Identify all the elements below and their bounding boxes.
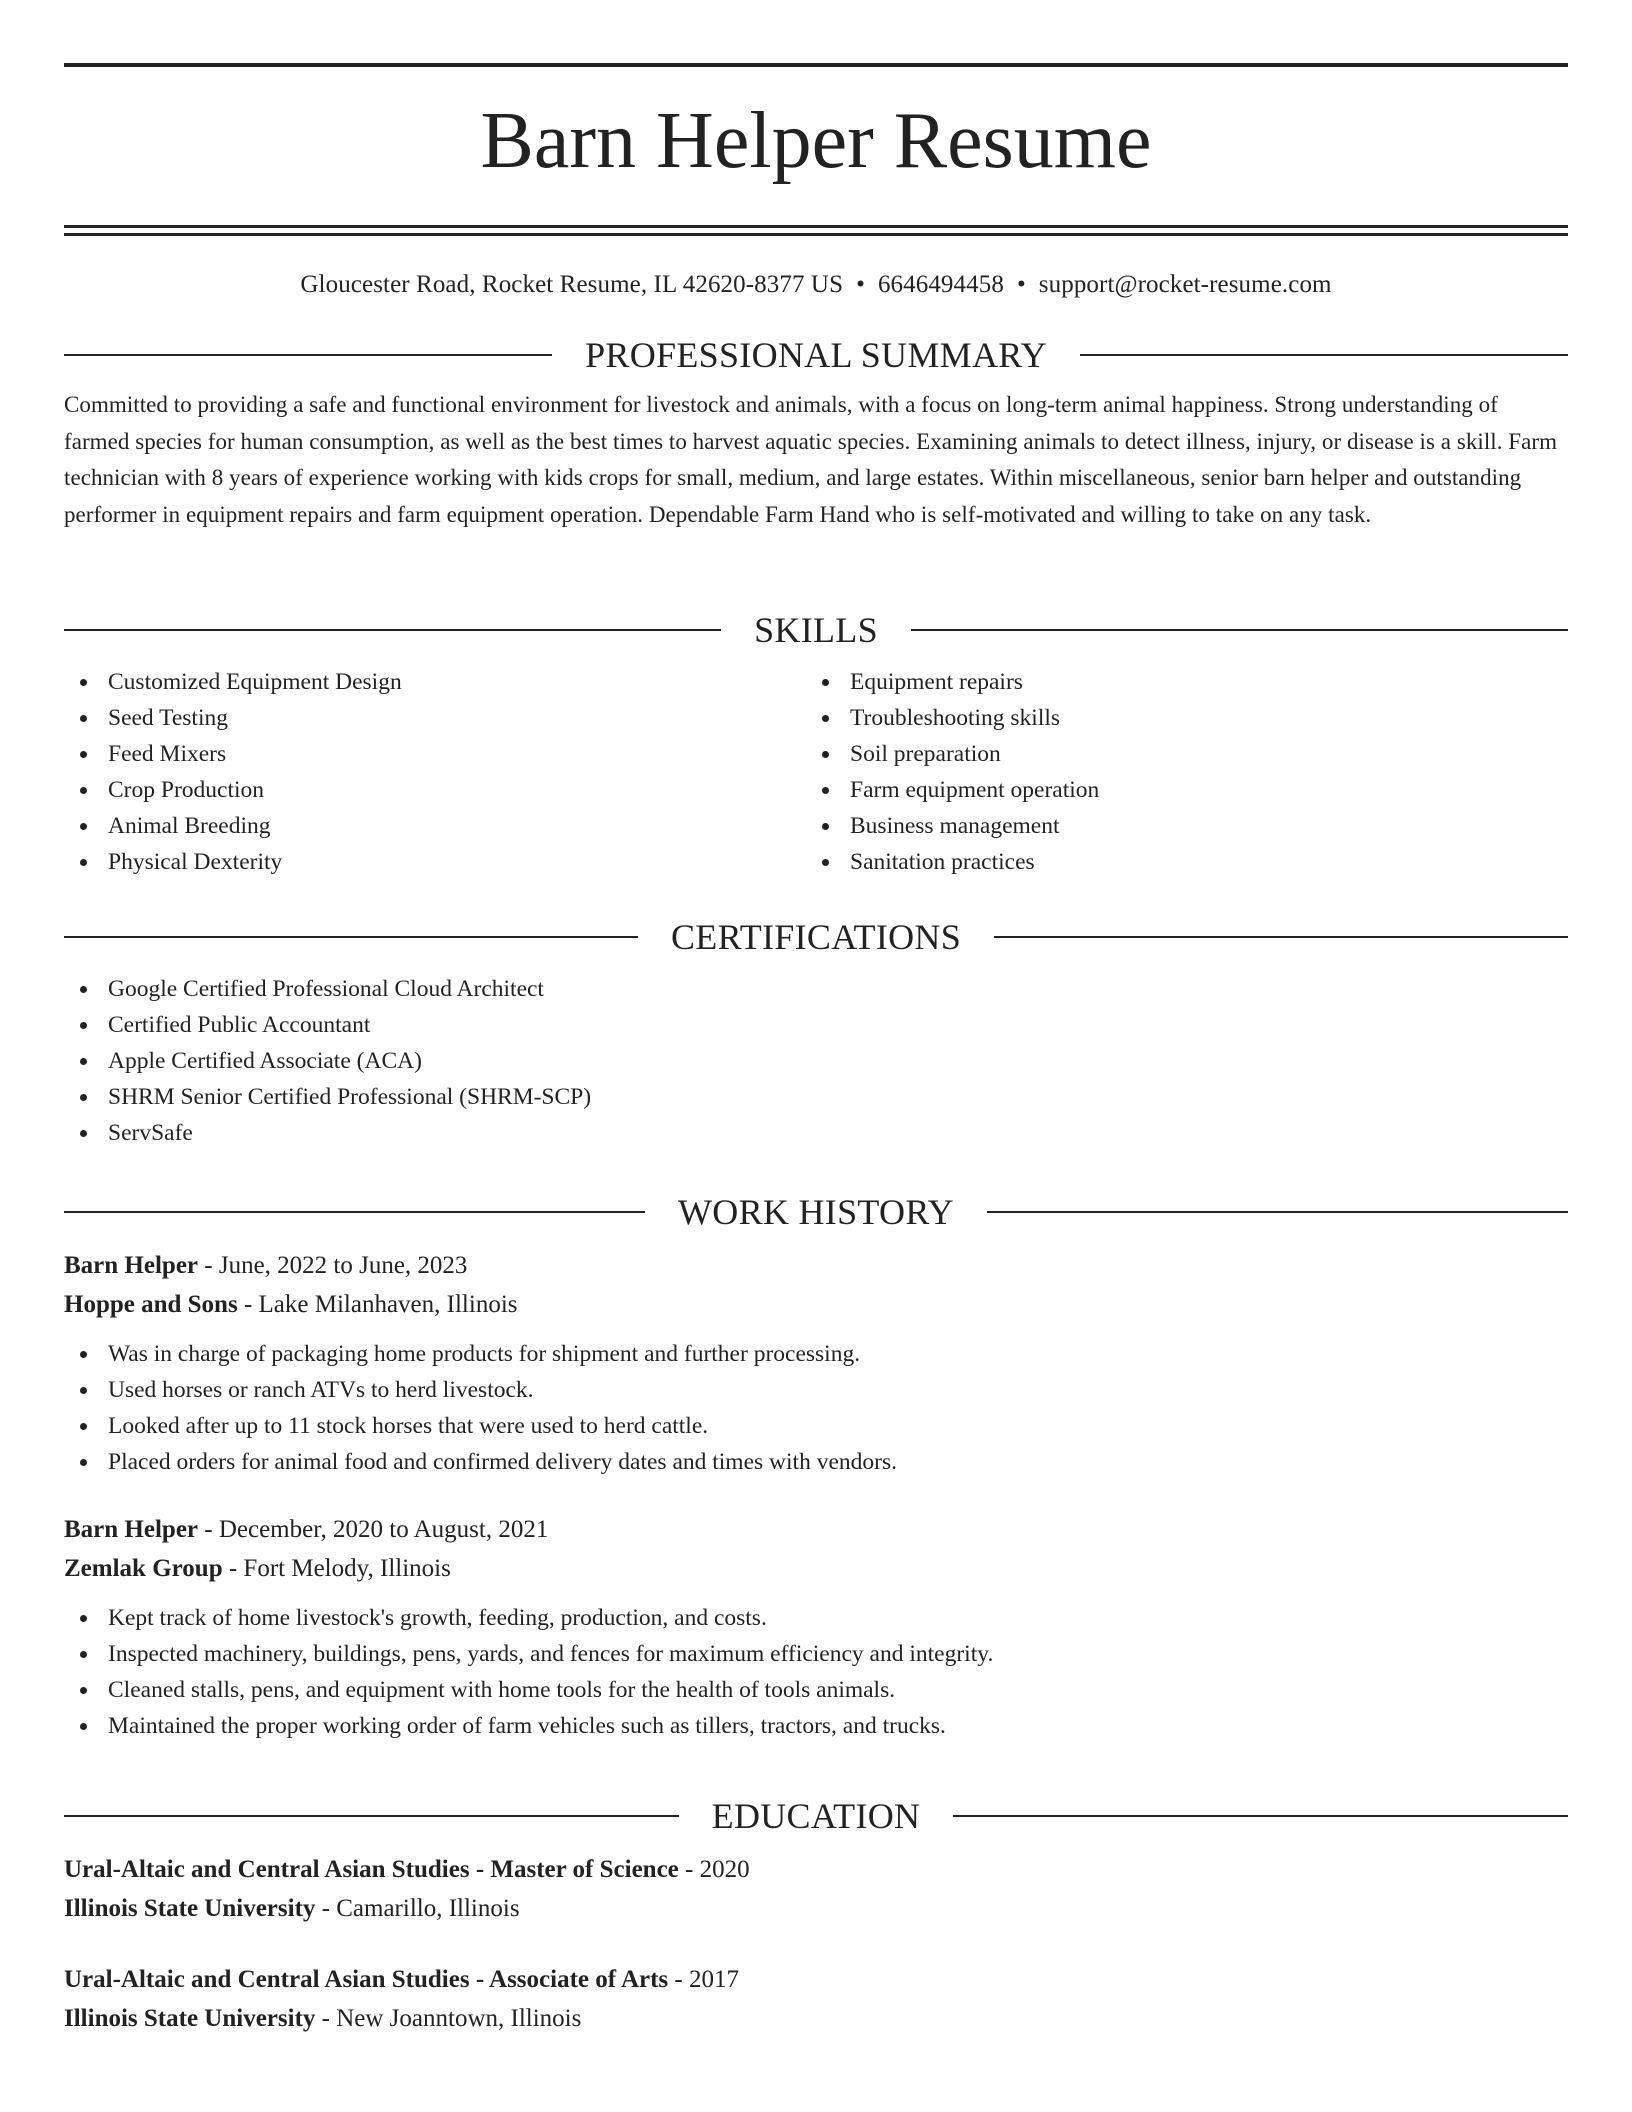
education-school-line	[64, 1889, 1568, 1928]
job-title: Barn Helper	[64, 1516, 199, 1543]
heading-rule-left	[64, 936, 638, 938]
heading-rule-left	[64, 1815, 679, 1817]
heading-rule-right	[1080, 354, 1568, 356]
skill-item: Soil preparation	[806, 736, 1548, 772]
summary-section	[64, 333, 1568, 533]
job-dates: - June, 2022 to June, 2023	[198, 1252, 468, 1279]
education-entry	[64, 1850, 1568, 1928]
job-dates: - December, 2020 to August, 2021	[198, 1516, 549, 1543]
certifications-heading-label: CERTIFICATIONS	[670, 917, 962, 957]
job-duty: Cleaned stalls, pens, and equipment with home tools for the health of tools animals.	[64, 1672, 1568, 1708]
contact-address: Gloucester Road, Rocket Resume, IL 42620-8377 US	[300, 271, 844, 298]
job-duty: Was in charge of packaging home products for shipment and further processing.	[64, 1336, 1568, 1372]
job-duty: Inspected machinery, buildings, pens, yards, and fences for maximum efficiency and integrity.	[64, 1636, 1568, 1672]
job-duty: Maintained the proper working order of farm vehicles such as tillers, tractors, and trucks.	[64, 1708, 1568, 1744]
job-company-line	[64, 1549, 1568, 1588]
skill-item: Physical Dexterity	[64, 844, 806, 880]
education-degree: Ural-Altaic and Central Asian Studies - Associate of Arts	[64, 1966, 669, 1993]
skill-item: Feed Mixers	[64, 736, 806, 772]
skill-item: Seed Testing	[64, 700, 806, 736]
certification-item: ServSafe	[64, 1115, 1568, 1151]
heading-rule-left	[64, 1211, 645, 1213]
skill-item: Customized Equipment Design	[64, 664, 806, 700]
job-title: Barn Helper	[64, 1252, 199, 1279]
job-duty: Placed orders for animal food and confirmed delivery dates and times with vendors.	[64, 1444, 1568, 1480]
job-duties-list	[64, 1336, 1568, 1480]
skill-item: Crop Production	[64, 772, 806, 808]
certification-item: Apple Certified Associate (ACA)	[64, 1043, 1568, 1079]
skill-item: Equipment repairs	[806, 664, 1548, 700]
skills-heading	[64, 608, 1568, 652]
skill-item: Sanitation practices	[806, 844, 1548, 880]
skill-item: Farm equipment operation	[806, 772, 1548, 808]
work-history-heading-label: WORK HISTORY	[678, 1192, 954, 1232]
job-duties-list	[64, 1600, 1568, 1744]
heading-rule-right	[911, 629, 1568, 631]
header-top-rule	[64, 63, 1568, 67]
job-title-line	[64, 1246, 1568, 1285]
skills-grid	[64, 664, 1568, 880]
summary-heading-label: PROFESSIONAL SUMMARY	[585, 335, 1047, 375]
job-entry	[64, 1246, 1568, 1480]
job-location: - Lake Milanhaven, Illinois	[237, 1291, 518, 1318]
certification-item: SHRM Senior Certified Professional (SHRM-SCP)	[64, 1079, 1568, 1115]
heading-rule-right	[994, 936, 1568, 938]
job-title-line	[64, 1510, 1568, 1549]
skill-item: Animal Breeding	[64, 808, 806, 844]
job-duty: Used horses or ranch ATVs to herd livestock.	[64, 1372, 1568, 1408]
education-heading	[64, 1794, 1568, 1838]
heading-rule-right	[953, 1815, 1568, 1817]
job-entry	[64, 1510, 1568, 1744]
education-degree-line	[64, 1850, 1568, 1889]
contact-separator: •	[856, 271, 865, 298]
contact-email: support@rocket-resume.com	[1038, 271, 1332, 298]
summary-heading	[64, 333, 1568, 377]
skill-item: Troubleshooting skills	[806, 700, 1548, 736]
job-company: Hoppe and Sons	[64, 1291, 238, 1318]
work-history-section	[64, 1190, 1568, 1744]
work-history-heading	[64, 1190, 1568, 1234]
education-section	[64, 1794, 1568, 2038]
job-company-line	[64, 1285, 1568, 1324]
heading-rule-left	[64, 629, 721, 631]
job-duty: Kept track of home livestock's growth, feeding, production, and costs.	[64, 1600, 1568, 1636]
education-degree-line	[64, 1960, 1568, 1999]
education-year: - 2020	[678, 1856, 750, 1883]
certifications-list	[64, 971, 1568, 1151]
certification-item: Google Certified Professional Cloud Architect	[64, 971, 1568, 1007]
skills-heading-label: SKILLS	[754, 610, 878, 650]
certifications-section	[64, 915, 1568, 1151]
skill-item: Business management	[806, 808, 1548, 844]
skills-list-left	[64, 664, 806, 880]
certification-item: Certified Public Accountant	[64, 1007, 1568, 1043]
education-entry	[64, 1960, 1568, 2038]
education-location: - Camarillo, Illinois	[315, 1895, 520, 1922]
certifications-heading	[64, 915, 1568, 959]
job-location: - Fort Melody, Illinois	[222, 1555, 451, 1582]
contact-separator: •	[1016, 271, 1026, 298]
education-year: - 2017	[668, 1966, 739, 1993]
heading-rule-left	[64, 354, 552, 356]
education-heading-label: EDUCATION	[711, 1796, 921, 1836]
job-company: Zemlak Group	[64, 1555, 223, 1582]
resume-title: Barn Helper Resume	[480, 97, 1152, 185]
skills-section	[64, 608, 1568, 880]
header-double-rule	[64, 225, 1568, 236]
education-school: Illinois State University	[64, 1895, 316, 1922]
education-school: Illinois State University	[64, 2005, 316, 2032]
summary-text: Committed to providing a safe and functional environment for livestock and animals, with a focus on long-term animal happiness. Strong understanding of farmed species for human consumption, as well as the best times to harvest aquatic species. Examining animals to detect illness, injury, or disease is a skill. Farm technician with 8 years of experience working with kids crops for small, medium, and large estates. Within miscellaneous, senior barn helper and outstanding performer in equipment repairs and farm equipment operation. Dependable Farm Hand who is self-motivated and willing to take on any task.	[64, 392, 1558, 527]
job-duty: Looked after up to 11 stock horses that were used to herd cattle.	[64, 1408, 1568, 1444]
education-location: - New Joanntown, Illinois	[315, 2005, 582, 2032]
heading-rule-right	[987, 1211, 1568, 1213]
contact-line	[64, 270, 1568, 300]
contact-phone: 6646494458	[877, 271, 1004, 298]
skills-list-right	[806, 664, 1548, 880]
education-school-line	[64, 1999, 1568, 2038]
education-degree: Ural-Altaic and Central Asian Studies - Master of Science	[64, 1856, 679, 1883]
